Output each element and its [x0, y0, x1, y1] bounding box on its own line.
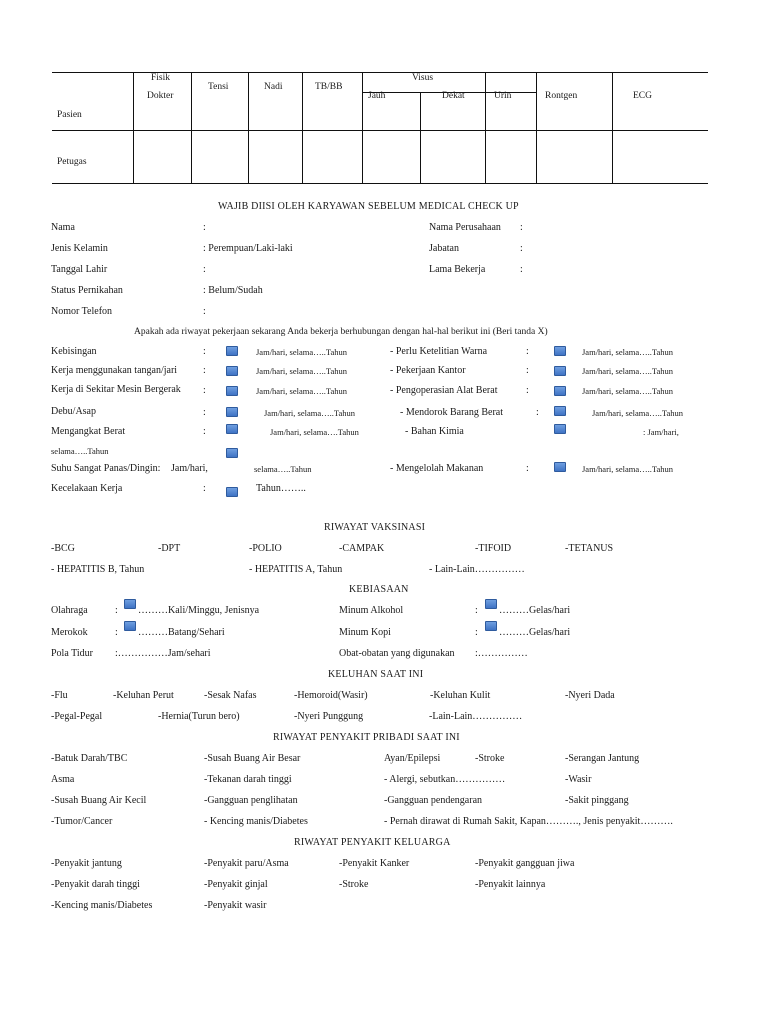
keluhan-item: -Nyeri Dada	[565, 690, 615, 701]
duration-text: Jam/hari, selama…..Tahun	[264, 408, 355, 418]
keluhan-item: -Keluhan Perut	[113, 690, 174, 701]
table-line	[133, 72, 134, 183]
keluhan-item: -Hemoroid(Wasir)	[294, 690, 368, 701]
table-line	[191, 72, 192, 183]
label-obat-obatan: Obat-obatan yang digunakan	[339, 648, 455, 659]
label-mengelolah-makanan: - Mengelolah Makanan	[390, 463, 484, 474]
duration-text: Jam/hari, selama…..Tahun	[592, 408, 683, 418]
duration-text: Jam/hari, selama…..Tahun	[256, 347, 347, 357]
header-dekat: Dekat	[442, 91, 465, 101]
checkbox[interactable]	[226, 448, 238, 458]
duration-text: Jam/hari, selama…..Tahun	[256, 386, 347, 396]
colon: :	[526, 365, 529, 376]
colon: :	[203, 222, 206, 233]
table-line	[536, 72, 537, 183]
checkbox[interactable]	[485, 621, 497, 631]
label-pola-tidur: Pola Tidur	[51, 648, 93, 659]
pribadi-item: Ayan/Epilepsi	[384, 753, 441, 764]
colon: :	[203, 407, 206, 418]
header-dokter: Dokter	[147, 91, 174, 101]
label-suhu: Suhu Sangat Panas/Dingin:	[51, 463, 161, 474]
pribadi-item: -Gangguan penglihatan	[204, 795, 298, 806]
label-merokok: Merokok	[51, 627, 88, 638]
colon: :	[526, 385, 529, 396]
colon: :	[203, 264, 206, 275]
colon: :	[520, 264, 523, 275]
header-tensi: Tensi	[208, 82, 229, 92]
pribadi-item: -Batuk Darah/TBC	[51, 753, 128, 764]
duration-text: Tahun……..	[256, 483, 306, 494]
keluarga-item: -Penyakit paru/Asma	[204, 858, 289, 869]
section-title-keluhan: KELUHAN SAAT INI	[328, 669, 424, 680]
vaksin-hepatitis-a: - HEPATITIS A, Tahun	[249, 564, 343, 575]
section-title-vaksinasi: RIWAYAT VAKSINASI	[324, 522, 426, 533]
duration-text: : Jam/hari,	[643, 427, 679, 437]
pribadi-item: -Wasir	[565, 774, 592, 785]
checkbox[interactable]	[554, 406, 566, 416]
colon: :	[536, 407, 539, 418]
header-jauh: Jauh	[368, 91, 386, 101]
label-kebisingan: Kebisingan	[51, 346, 97, 357]
header-urin: Urin	[494, 91, 512, 101]
checkbox[interactable]	[554, 424, 566, 434]
pribadi-item: -Serangan Jantung	[565, 753, 640, 764]
label-minum-alkohol: Minum Alkohol	[339, 605, 404, 616]
colon: :	[203, 365, 206, 376]
colon: :	[115, 627, 118, 638]
duration-text: Jam/hari, selama…..Tahun	[256, 366, 347, 376]
colon: :	[520, 243, 523, 254]
vaksin-item: -TIFOID	[475, 543, 512, 554]
duration-text: Jam/hari, selama…..Tahun	[582, 464, 673, 474]
colon: :	[526, 346, 529, 357]
header-fisik: Fisik	[151, 73, 171, 83]
table-line	[302, 72, 303, 183]
label-status-pernikahan: Status Pernikahan	[51, 285, 123, 296]
vaksin-item: -TETANUS	[565, 543, 614, 554]
duration-text: selama…..Tahun	[254, 464, 312, 474]
form-title: WAJIB DIISI OLEH KARYAWAN SEBELUM MEDICAL CHECK UP	[218, 201, 519, 212]
checkbox[interactable]	[124, 621, 136, 631]
keluhan-item: -Hernia(Turun bero)	[158, 711, 240, 722]
keluhan-item: -Flu	[51, 690, 68, 701]
vaksin-item: -BCG	[51, 543, 75, 554]
label-nama-perusahaan: Nama Perusahaan	[429, 222, 501, 233]
checkbox[interactable]	[226, 386, 238, 396]
label-pekerjaan-kantor: - Pekerjaan Kantor	[390, 365, 466, 376]
label-olahraga: Olahraga	[51, 605, 88, 616]
label-debu-asap: Debu/Asap	[51, 406, 96, 417]
duration-text: Jam/hari, selama…..Tahun	[582, 347, 673, 357]
colon: :	[526, 463, 529, 474]
pribadi-item: -Susah Buang Air Besar	[204, 753, 301, 764]
pribadi-item: - Kencing manis/Diabetes	[204, 816, 308, 827]
keluarga-item: -Penyakit gangguan jiwa	[475, 858, 575, 869]
value-jenis-kelamin: : Perempuan/Laki-laki	[203, 243, 293, 254]
table-line	[420, 92, 421, 183]
value-pola-tidur: :……………Jam/sehari	[115, 648, 211, 659]
keluarga-item: -Penyakit ginjal	[204, 879, 268, 890]
value-olahraga: ………Kali/Minggu, Jenisnya	[138, 605, 260, 616]
row-label-petugas: Petugas	[57, 157, 87, 167]
value-minum-alkohol: ………Gelas/hari	[499, 605, 571, 616]
table-line	[248, 72, 249, 183]
pribadi-item: -Sakit pinggang	[565, 795, 629, 806]
checkbox[interactable]	[554, 366, 566, 376]
value-obat-obatan: :……………	[475, 648, 528, 659]
colon: :	[520, 222, 523, 233]
vaksin-lain: - Lain-Lain……………	[429, 564, 525, 575]
section-title-keluarga: RIWAYAT PENYAKIT KELUARGA	[294, 837, 451, 848]
pribadi-item: Asma	[51, 774, 75, 785]
keluarga-item: -Penyakit wasir	[204, 900, 267, 911]
header-nadi: Nadi	[264, 82, 283, 92]
keluarga-item: -Kencing manis/Diabetes	[51, 900, 153, 911]
pribadi-item: -Tumor/Cancer	[51, 816, 113, 827]
duration-text: Jam/hari, selama…..Tahun	[582, 386, 673, 396]
value-merokok: ………Batang/Sehari	[138, 627, 225, 638]
section-title-kebiasaan: KEBIASAAN	[349, 584, 409, 595]
header-tbbb: TB/BB	[315, 82, 343, 92]
table-line	[612, 72, 613, 183]
label-minum-kopi: Minum Kopi	[339, 627, 391, 638]
duration-text: Jam/hari, selama…..Tahun	[582, 366, 673, 376]
colon: :	[203, 346, 206, 357]
section-title-pribadi: RIWAYAT PENYAKIT PRIBADI SAAT INI	[273, 732, 460, 743]
colon: :	[203, 483, 206, 494]
label-nama: Nama	[51, 222, 75, 233]
pribadi-item: -Tekanan darah tinggi	[204, 774, 292, 785]
pribadi-item: -Gangguan pendengaran	[384, 795, 483, 806]
colon: :	[203, 426, 206, 437]
vaksin-item: -CAMPAK	[339, 543, 385, 554]
table-line	[52, 130, 708, 131]
checkbox[interactable]	[485, 599, 497, 609]
label-lama-bekerja: Lama Bekerja	[429, 264, 486, 275]
label-jenis-kelamin: Jenis Kelamin	[51, 243, 108, 254]
checkbox[interactable]	[554, 462, 566, 472]
colon: :	[475, 605, 478, 616]
duration-text: selama…..Tahun	[51, 446, 109, 456]
label-bahan-kimia: - Bahan Kimia	[405, 426, 464, 437]
vaksin-item: -DPT	[158, 543, 181, 554]
table-line	[362, 72, 363, 183]
label-tanggal-lahir: Tanggal Lahir	[51, 264, 108, 275]
label-kerja-tangan: Kerja menggunakan tangan/jari	[51, 365, 178, 376]
colon: :	[203, 306, 206, 317]
value-minum-kopi: ………Gelas/hari	[499, 627, 571, 638]
row-label-pasien: Pasien	[57, 110, 82, 120]
keluarga-item: -Penyakit darah tinggi	[51, 879, 140, 890]
label-mendorok-barang: - Mendorok Barang Berat	[400, 407, 504, 418]
header-visus: Visus	[412, 73, 434, 83]
duration-text: Jam/hari, selama….Tahun	[270, 427, 359, 437]
label-jabatan: Jabatan	[429, 243, 459, 254]
keluhan-item: -Sesak Nafas	[204, 690, 257, 701]
colon: :	[475, 627, 478, 638]
checkbox[interactable]	[226, 366, 238, 376]
checkbox[interactable]	[226, 346, 238, 356]
vaksin-item: -POLIO	[249, 543, 282, 554]
checkbox[interactable]	[554, 386, 566, 396]
pribadi-item: -Susah Buang Air Kecil	[51, 795, 147, 806]
keluhan-item: -Keluhan Kulit	[430, 690, 491, 701]
occupational-intro: Apakah ada riwayat pekerjaan sekarang Anda bekerja berhubungan dengan hal-hal berikut ini (Beri tanda X)	[134, 327, 548, 337]
keluarga-item: -Stroke	[339, 879, 369, 890]
keluhan-item: -Nyeri Punggung	[294, 711, 364, 722]
checkbox[interactable]	[226, 424, 238, 434]
colon: :	[203, 385, 206, 396]
value-status-pernikahan: : Belum/Sudah	[203, 285, 263, 296]
label-nomor-telefon: Nomor Telefon	[51, 306, 113, 317]
label-ketelitian-warna: - Perlu Ketelitian Warna	[390, 346, 488, 357]
checkbox[interactable]	[226, 487, 238, 497]
checkbox[interactable]	[226, 407, 238, 417]
table-line	[52, 183, 708, 184]
vaksin-hepatitis-b: - HEPATITIS B, Tahun	[51, 564, 145, 575]
label-mengangkat-berat: Mengangkat Berat	[51, 426, 126, 437]
table-line	[485, 72, 486, 183]
keluarga-item: -Penyakit Kanker	[339, 858, 410, 869]
keluarga-item: -Penyakit lainnya	[475, 879, 546, 890]
keluarga-item: -Penyakit jantung	[51, 858, 122, 869]
label-alat-berat: - Pengoperasian Alat Berat	[390, 385, 498, 396]
checkbox[interactable]	[554, 346, 566, 356]
keluhan-item: -Lain-Lain……………	[429, 711, 523, 722]
header-ecg: ECG	[633, 91, 652, 101]
duration-text: Jam/hari,	[171, 463, 208, 474]
pribadi-item: - Pernah dirawat di Rumah Sakit, Kapan………., Jenis penyakit……….	[384, 816, 673, 827]
checkbox[interactable]	[124, 599, 136, 609]
label-mesin-bergerak: Kerja di Sekitar Mesin Bergerak	[51, 384, 181, 395]
header-rontgen: Rontgen	[545, 91, 578, 101]
keluhan-item: -Pegal-Pegal	[51, 711, 103, 722]
pribadi-item: - Alergi, sebutkan……………	[384, 774, 506, 785]
colon: :	[115, 605, 118, 616]
pribadi-item: -Stroke	[475, 753, 505, 764]
label-kecelakaan-kerja: Kecelakaan Kerja	[51, 483, 123, 494]
